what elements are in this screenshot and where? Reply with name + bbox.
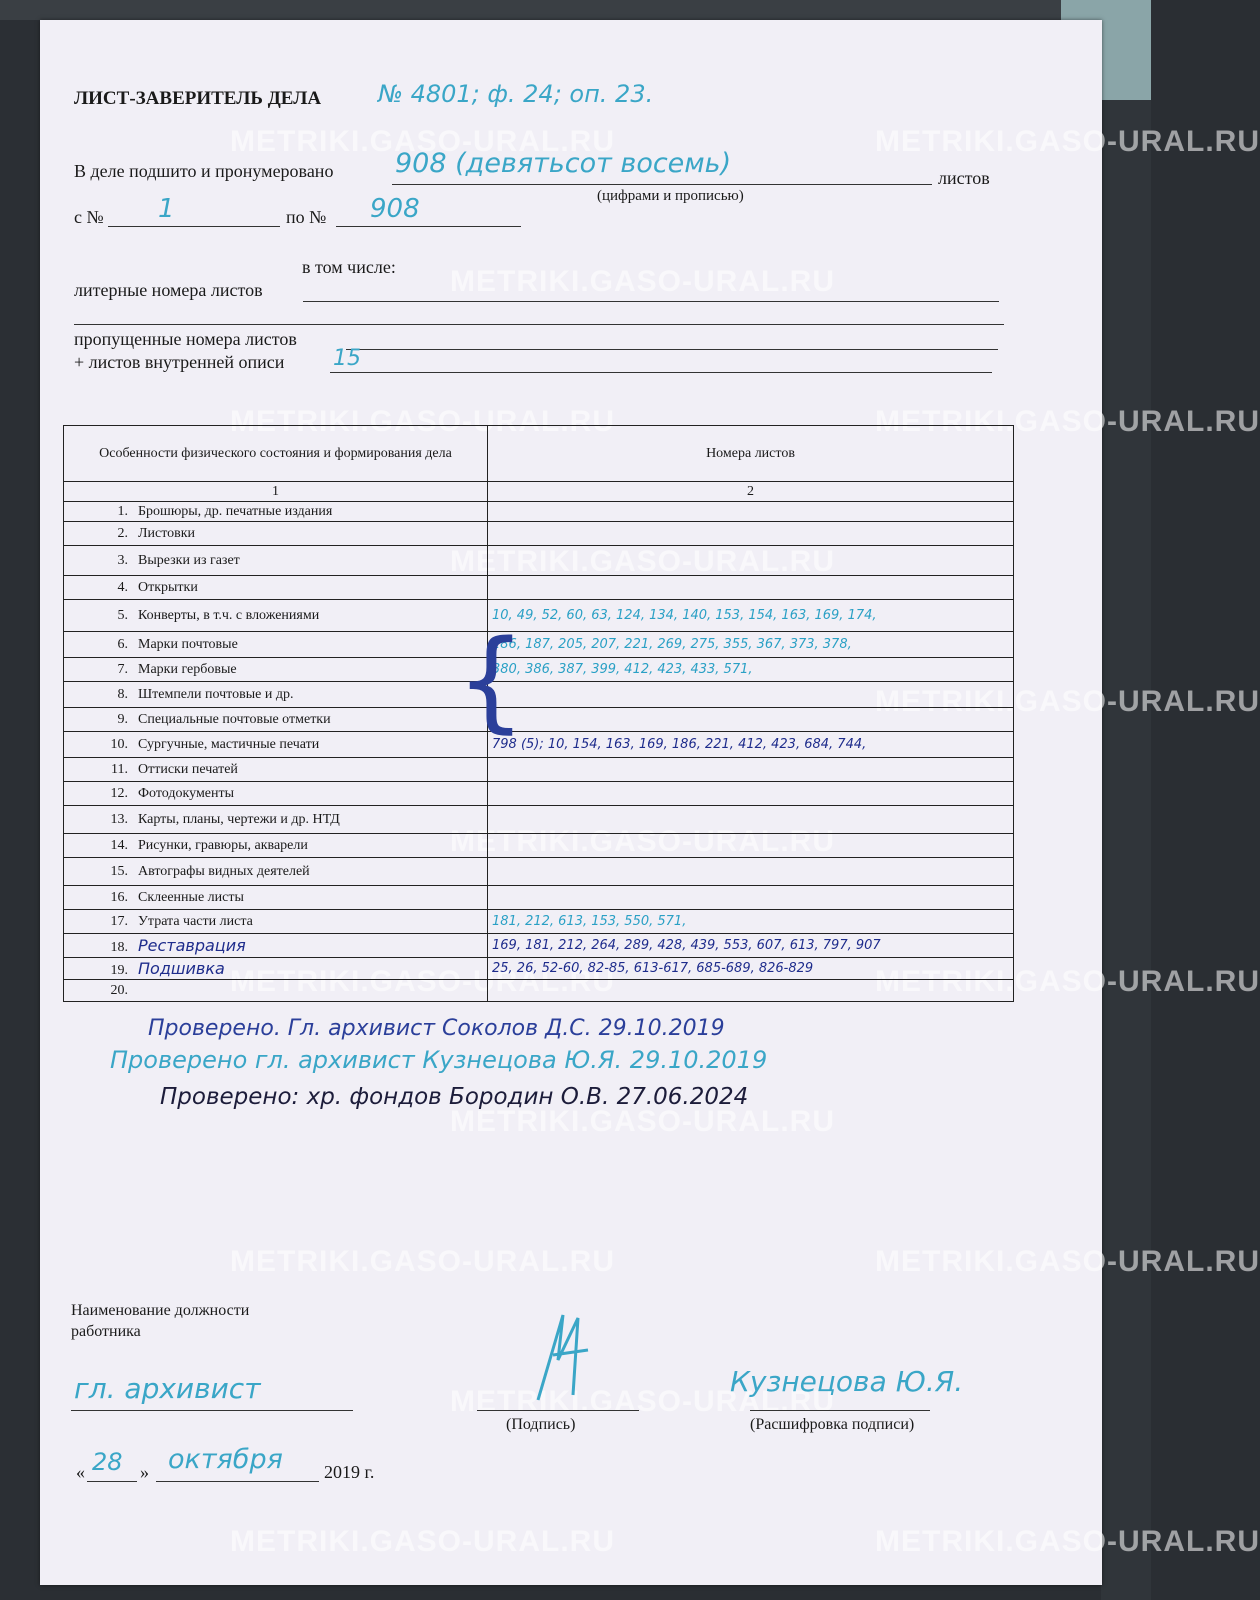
table-row bbox=[64, 708, 1014, 732]
date-month-line bbox=[156, 1481, 319, 1482]
digits-hint: (цифрами и прописью) bbox=[597, 188, 744, 204]
position-value: гл. архивист bbox=[74, 1372, 261, 1405]
table-row bbox=[64, 834, 1014, 858]
watermark: METRIKI.GASO-URAL.RU bbox=[450, 825, 835, 858]
row-label: Специальные почтовые отметки bbox=[138, 711, 331, 727]
features-table bbox=[63, 425, 1014, 1002]
table-header-row bbox=[64, 426, 1014, 482]
row-label: Подшивка bbox=[138, 958, 225, 978]
inner-inventory-label: + листов внутренней описи bbox=[74, 352, 285, 372]
watermark: METRIKI.GASO-URAL.RU bbox=[450, 265, 835, 298]
row-label: Оттиски печатей bbox=[138, 761, 238, 777]
missing-sheets-line bbox=[346, 349, 998, 350]
row-value: 25, 26, 52-60, 82-85, 613-617, 685-689, 826-829 bbox=[492, 961, 814, 976]
check-line-2: Проверено гл. архивист Кузнецова Ю.Я. 29.10.2019 bbox=[110, 1046, 768, 1074]
inner-inventory-value: 15 bbox=[333, 346, 361, 371]
from-line bbox=[108, 226, 280, 227]
row-number: 5. bbox=[117, 607, 128, 623]
date-year: 2019 г. bbox=[324, 1462, 375, 1482]
table-row bbox=[64, 732, 1014, 758]
table-row bbox=[64, 910, 1014, 934]
table-row bbox=[64, 806, 1014, 834]
table-row bbox=[64, 758, 1014, 782]
table-row bbox=[64, 682, 1014, 708]
row-label: Брошюры, др. печатные издания bbox=[138, 503, 333, 519]
table-row bbox=[64, 502, 1014, 522]
row-label: Рисунки, гравюры, акварели bbox=[138, 837, 308, 853]
row-number: 2. bbox=[117, 525, 128, 541]
letter-sheets-label: литерные номера листов bbox=[74, 280, 263, 300]
table-colnum-2: 2 bbox=[488, 482, 1014, 502]
row-number: 4. bbox=[117, 579, 128, 595]
row-number: 11. bbox=[111, 761, 128, 777]
date-day-line bbox=[87, 1481, 137, 1482]
table-row bbox=[64, 858, 1014, 886]
stitched-line bbox=[392, 184, 932, 185]
table-row bbox=[64, 934, 1014, 958]
row-number: 6. bbox=[117, 636, 128, 652]
brace-mark: { bbox=[456, 616, 526, 744]
decode-value: Кузнецова Ю.Я. bbox=[730, 1365, 964, 1398]
watermark: METRIKI.GASO-URAL.RU bbox=[230, 1525, 615, 1558]
table-row bbox=[64, 522, 1014, 546]
row-number: 9. bbox=[117, 711, 128, 727]
watermark: METRIKI.GASO-URAL.RU bbox=[875, 405, 1260, 438]
letter-sheets-line-2 bbox=[74, 324, 1004, 325]
table-colnum-row bbox=[64, 482, 1014, 502]
row-number: 17. bbox=[110, 913, 128, 929]
row-value: 10, 49, 52, 60, 63, 124, 134, 140, 153, 154, 163, 169, 174, bbox=[492, 608, 877, 623]
row-label: Вырезки из газет bbox=[138, 552, 240, 568]
watermark: METRIKI.GASO-URAL.RU bbox=[875, 965, 1260, 998]
position-line bbox=[71, 1410, 353, 1411]
row-label: Конверты, в т.ч. с вложениями bbox=[138, 607, 320, 623]
row-value: 380, 386, 387, 399, 412, 423, 433, 571, bbox=[492, 662, 753, 677]
row-number: 12. bbox=[110, 785, 128, 801]
watermark: METRIKI.GASO-URAL.RU bbox=[230, 405, 615, 438]
background-right bbox=[1101, 0, 1151, 1600]
row-value: 181, 212, 613, 153, 550, 571, bbox=[492, 914, 687, 929]
row-number: 8. bbox=[117, 686, 128, 702]
row-value: 186, 187, 205, 207, 221, 269, 275, 355, 367, 373, 378, bbox=[492, 637, 852, 652]
watermark: METRIKI.GASO-URAL.RU bbox=[875, 1525, 1260, 1558]
row-label: Фотодокументы bbox=[138, 785, 235, 801]
date-month: октября bbox=[168, 1444, 283, 1475]
row-label: Автографы видных деятелей bbox=[138, 863, 310, 879]
watermark: METRIKI.GASO-URAL.RU bbox=[450, 545, 835, 578]
table-row bbox=[64, 658, 1014, 682]
watermark: METRIKI.GASO-URAL.RU bbox=[450, 1385, 835, 1418]
position-label-2: работника bbox=[71, 1323, 141, 1340]
row-label: Марки почтовые bbox=[138, 636, 238, 652]
letter-sheets-line bbox=[303, 301, 999, 302]
table-header-sheets: Номера листов bbox=[488, 426, 1014, 482]
row-number: 1. bbox=[117, 503, 128, 519]
row-number: 13. bbox=[110, 811, 128, 827]
table-colnum-1: 1 bbox=[64, 482, 488, 502]
row-value: 169, 181, 212, 264, 289, 428, 439, 553, 607, 613, 797, 907 bbox=[492, 938, 881, 953]
watermark: METRIKI.GASO-URAL.RU bbox=[230, 1245, 615, 1278]
watermark: METRIKI.GASO-URAL.RU bbox=[875, 1245, 1260, 1278]
watermark: METRIKI.GASO-URAL.RU bbox=[875, 125, 1260, 158]
row-number: 3. bbox=[117, 552, 128, 568]
table-row bbox=[64, 632, 1014, 658]
row-number: 7. bbox=[117, 661, 128, 677]
row-number: 10. bbox=[110, 736, 128, 752]
decode-line bbox=[750, 1410, 930, 1411]
row-label: Утрата части листа bbox=[138, 913, 253, 929]
row-label: Штемпели почтовые и др. bbox=[138, 686, 294, 702]
from-value: 1 bbox=[158, 194, 175, 224]
row-label: Листовки bbox=[138, 525, 196, 541]
watermark: METRIKI.GASO-URAL.RU bbox=[230, 125, 615, 158]
row-number: 18. bbox=[110, 939, 128, 955]
document-sheet bbox=[40, 20, 1260, 1585]
row-number: 15. bbox=[110, 863, 128, 879]
check-line-3: Проверено: хр. фондов Бородин О.В. 27.06.2024 bbox=[160, 1084, 749, 1110]
table-row bbox=[64, 782, 1014, 806]
row-label: Карты, планы, чертежи и др. НТД bbox=[138, 811, 340, 827]
row-number: 19. bbox=[110, 962, 128, 978]
row-label: Сургучные, мастичные печати bbox=[138, 736, 320, 752]
inner-inventory-line bbox=[330, 372, 992, 373]
missing-sheets-label: пропущенные номера листов bbox=[74, 329, 297, 349]
date-day: 28 bbox=[92, 1448, 123, 1476]
table-row bbox=[64, 886, 1014, 910]
signature-line bbox=[477, 1410, 639, 1411]
row-number: 14. bbox=[110, 837, 128, 853]
position-label-1: Наименование должности bbox=[71, 1302, 250, 1319]
watermark: METRIKI.GASO-URAL.RU bbox=[875, 685, 1260, 718]
watermark: METRIKI.GASO-URAL.RU bbox=[230, 965, 615, 998]
row-label: Открытки bbox=[138, 579, 198, 595]
table-row bbox=[64, 600, 1014, 632]
row-label: Марки гербовые bbox=[138, 661, 237, 677]
background-top bbox=[0, 0, 1151, 20]
table-header-features: Особенности физического состояния и формирования дела bbox=[64, 426, 488, 482]
signature-label: (Подпись) bbox=[506, 1416, 576, 1433]
sheets-label: листов bbox=[938, 168, 990, 188]
table-row bbox=[64, 958, 1014, 980]
table-row bbox=[64, 576, 1014, 600]
background-left bbox=[0, 0, 40, 1600]
date-open-quote: « bbox=[76, 1462, 85, 1482]
row-label: Реставрация bbox=[138, 935, 246, 955]
row-number: 16. bbox=[110, 889, 128, 905]
table-row bbox=[64, 980, 1014, 1002]
table-row bbox=[64, 546, 1014, 576]
signature-mark bbox=[518, 1310, 598, 1405]
watermark: METRIKI.GASO-URAL.RU bbox=[450, 1105, 835, 1138]
stitched-label: В деле подшито и пронумеровано bbox=[74, 161, 334, 181]
row-value: 798 (5); 10, 154, 163, 169, 186, 221, 412, 423, 684, 744, bbox=[492, 737, 867, 752]
check-line-1: Проверено. Гл. архивист Соколов Д.С. 29.10.2019 bbox=[148, 1016, 725, 1041]
to-label: по № bbox=[286, 207, 327, 227]
to-line bbox=[336, 226, 521, 227]
from-label: с № bbox=[74, 207, 104, 227]
decode-label: (Расшифровка подписи) bbox=[750, 1416, 915, 1433]
case-number-handwritten: № 4801; ф. 24; оп. 23. bbox=[378, 80, 654, 108]
row-number: 20. bbox=[110, 982, 128, 998]
page-title: ЛИСТ-ЗАВЕРИТЕЛЬ ДЕЛА bbox=[74, 88, 322, 109]
row-label: Склеенные листы bbox=[138, 889, 244, 905]
including-label: в том числе: bbox=[302, 257, 396, 277]
date-close-quote: » bbox=[140, 1462, 149, 1482]
to-value: 908 bbox=[370, 194, 420, 224]
stitched-value: 908 (девятьсот восемь) bbox=[395, 148, 732, 179]
